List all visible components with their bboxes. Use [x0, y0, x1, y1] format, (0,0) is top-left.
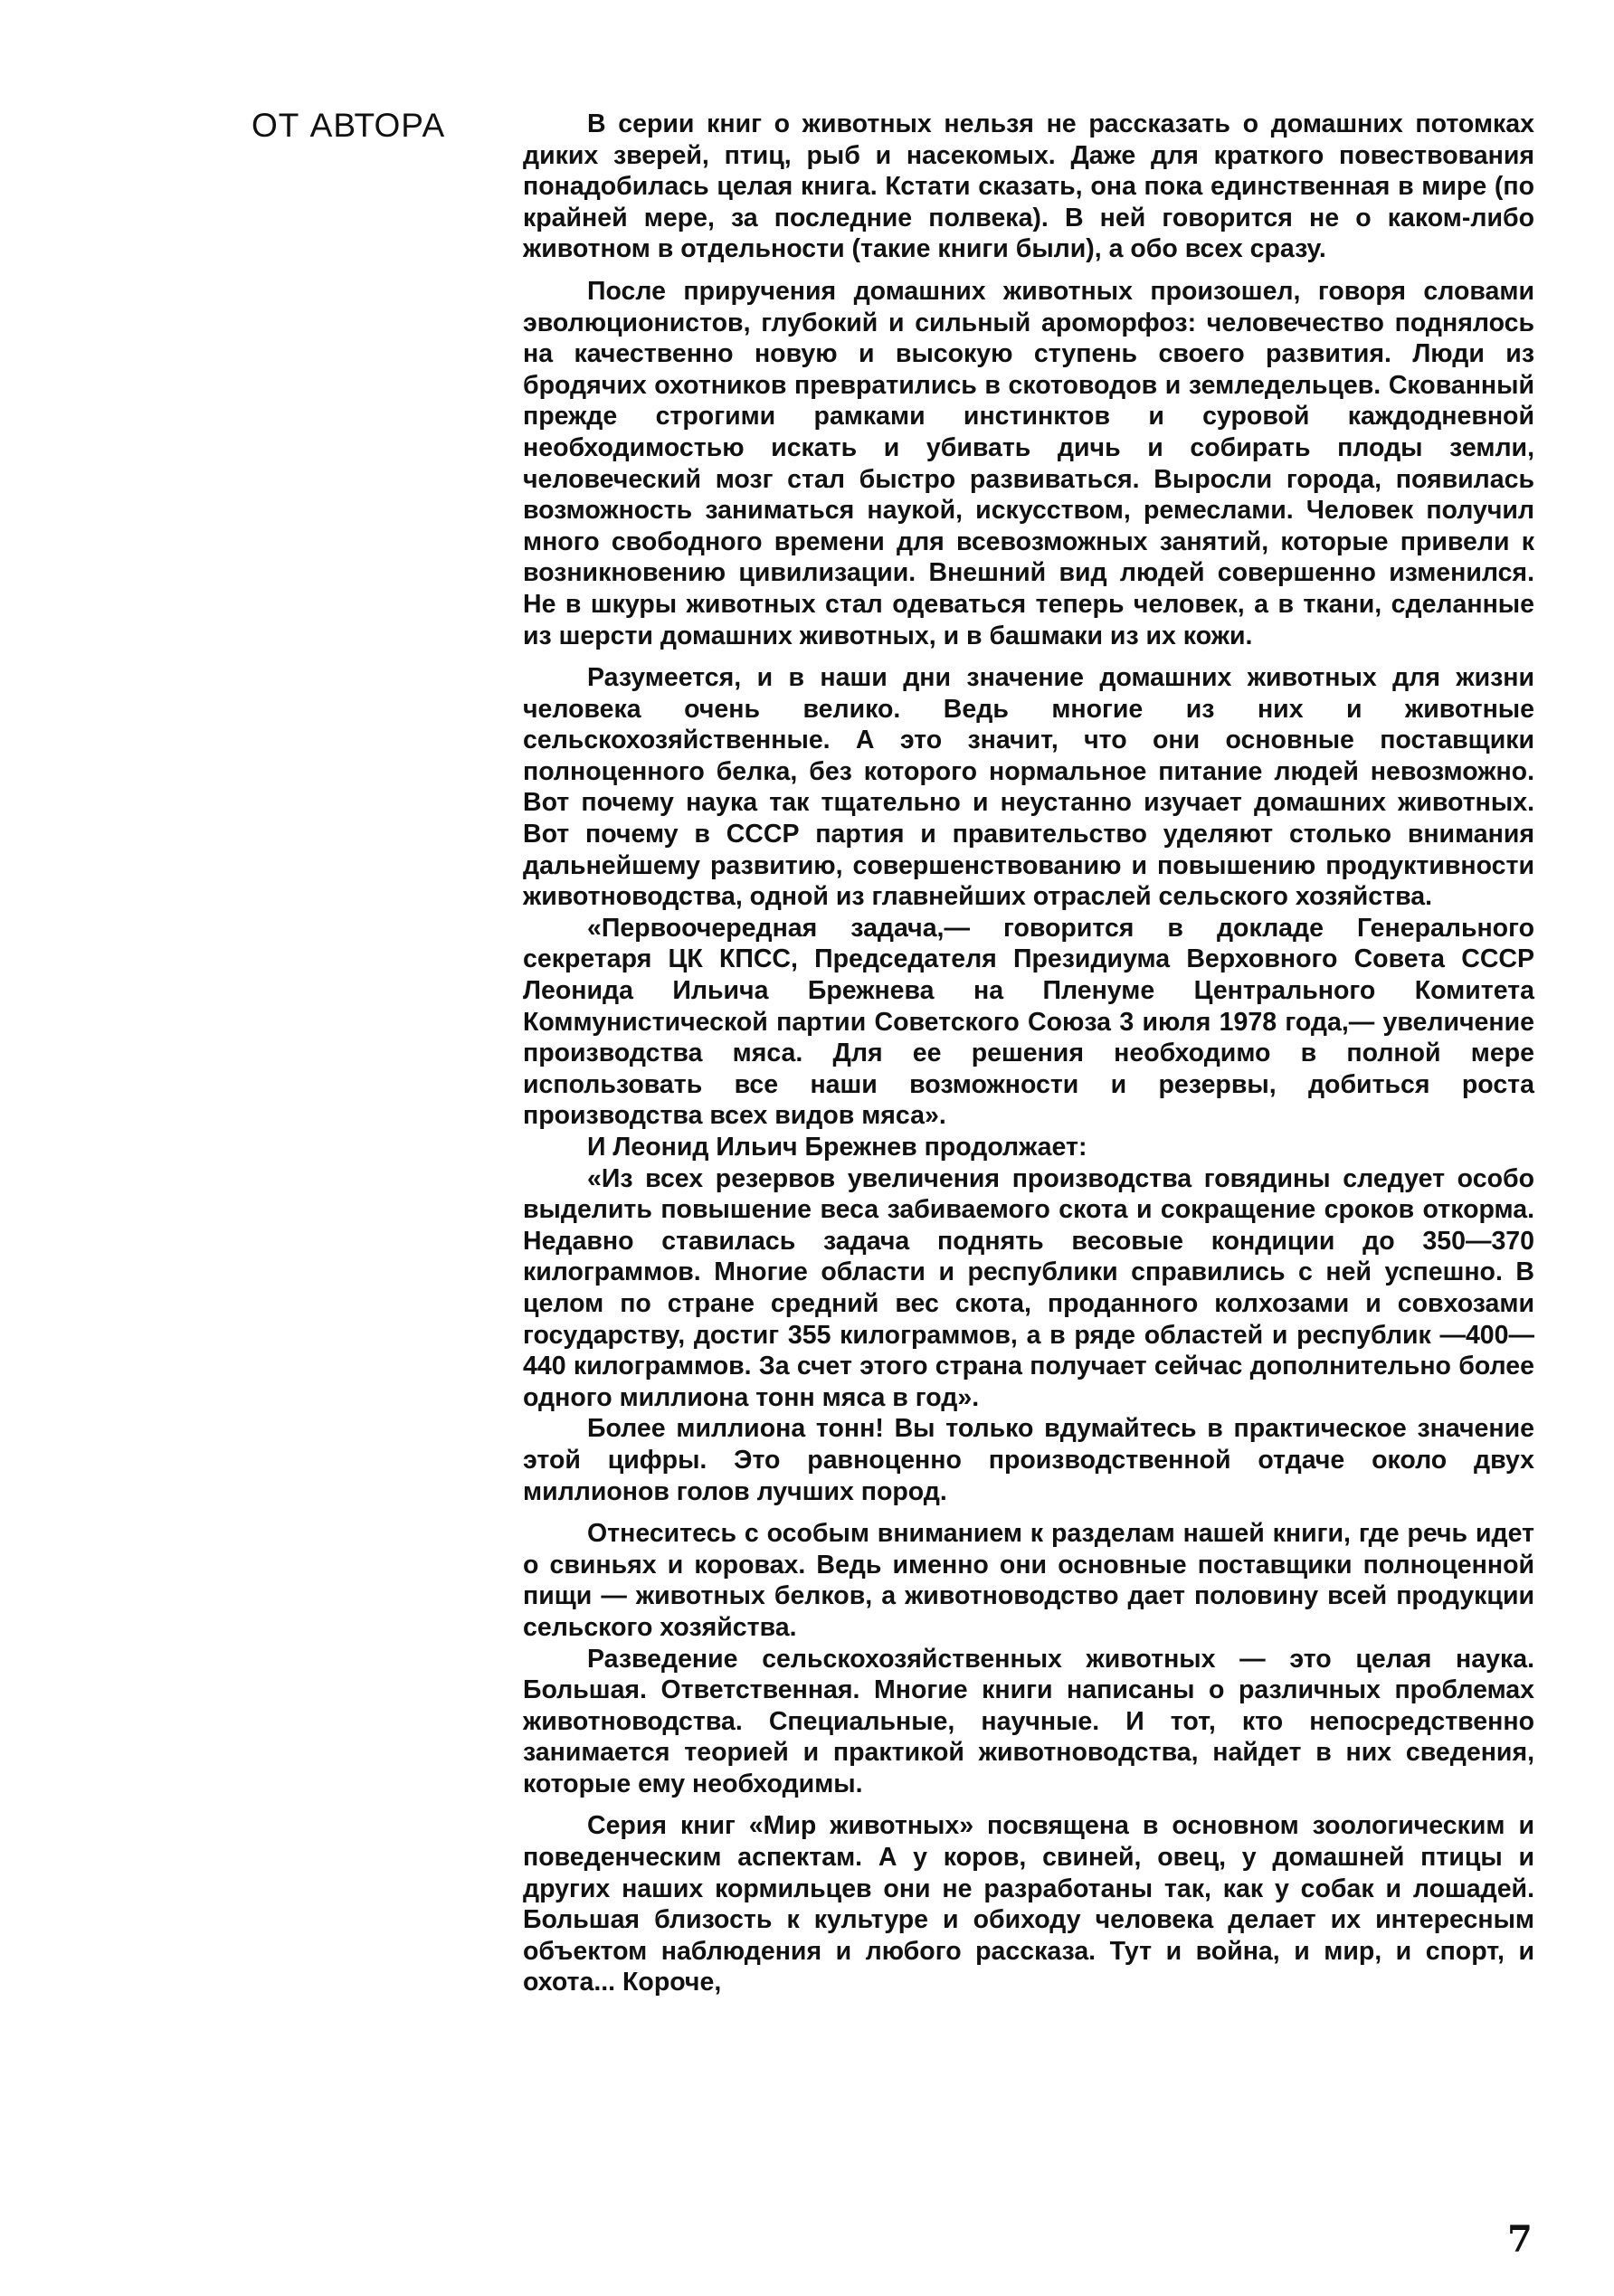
paragraph-domestication: После приручения домашних животных произошел, говоря словами эволюционистов, глубокий и сильный ароморфоз: человечество поднялось на качественно новую и высокую ступень своего развития. Люди из бродячих охотников превратились в скотоводов и земледельцев. Скованный прежде строгими рамками инстинктов и суровой каждодневной необходимостью искать и убивать дичь и собирать плоды земли, человеческий мозг стал быстро развиваться. Выросли города, появилась возможность заниматься наукой, искусством, ремеслами. Человек получил много свободного времени для всевозможных занятий, которые привели к возникновению цивилизации. Внешний вид людей совершенно изменился. Не в шкуры животных стал одеваться теперь человек, а в ткани, сделанные из шерсти домашних животных, и в башмаки из их кожи.: [523, 276, 1534, 650]
paragraph-intro: В серии книг о животных нельзя не рассказать о домашних потомках диких зверей, птиц, рыб и насекомых. Даже для краткого повествования понадобилась целая книга. Кстати сказать, она пока единственная в мире (по крайней мере, за последние полвека). В ней говорится не о каком-либо животном в отдельности (такие книги были), а обо всех сразу.: [523, 109, 1534, 264]
paragraph-breeding: Разведение сельскохозяйственных животных — это целая наука. Большая. Ответственная. Многие книги написаны о различных проблемах животноводства. Специальные, научные. И тот, кто непосредственно занимается теорией и практикой животноводства, найдет в них сведения, которые ему необходимы.: [523, 1644, 1534, 1798]
body-text: [523, 109, 1534, 1998]
paragraph-series: Серия книг «Мир животных» посвящена в основном зоологическим и поведенческим аспектам. А у коров, свиней, овец, у домашней птицы и других наших кормильцев они не разработаны так, как у собак и лошадей. Большая близость к культуре и обиходу человека делает их интересным объектом наблюдения и любого рассказа. Тут и война, и мир, и спорт, и охота... Короче,: [523, 1811, 1534, 1997]
section-heading: ОТ АВТОРА: [252, 107, 446, 144]
paragraph-quote-2: «Из всех резервов увеличения производства говядины следует особо выделить повышение веса забиваемого скота и сокращение сроков откорма. Недавно ставилась задача поднять весовые кондиции до 350—370 килограммов. Многие области и республики справились с ней успешно. В целом по стране средний вес скота, проданного колхозами и совхозами государству, достиг 355 килограммов, а в ряде областей и республик —400—440 килограммов. За счет этого страна получает сейчас дополнительно более одного миллиона тонн мяса в год».: [523, 1163, 1534, 1412]
paragraph-continues: И Леонид Ильич Брежнев продолжает:: [587, 1133, 1087, 1162]
page-number: 7: [1507, 2218, 1533, 2261]
paragraph-importance: Разумеется, и в наши дни значение домашних животных для жизни человека очень велико. Ведь многие из них и животные сельскохозяйственные. А это значит, что они основные поставщики полноценного белка, без которого нормальное питание людей невозможно. Вот почему наука так тщательно и неустанно изучает домашних животных. Вот почему в СССР партия и правительство уделяют столько внимания дальнейшему развитию, совершенствованию и повышению продуктивности животноводства, одной из главнейших отраслей сельского хозяйства.: [523, 663, 1534, 912]
paragraph-quote-1: «Первоочередная задача,— говорится в докладе Генерального секретаря ЦК КПСС, Председателя Президиума Верховного Совета СССР Леонида Ильича Брежнева на Пленуме Центрального Комитета Коммунистической партии Советского Союза 3 июля 1978 года,— увеличение производства мяса. Для ее решения необходимо в полной мере использовать все наши возможности и резервы, добиться роста производства всех видов мяса».: [523, 913, 1534, 1131]
paragraph-pigs-cows: Отнеситесь с особым вниманием к разделам нашей книги, где речь идет о свиньях и коровах. Ведь именно они основные поставщики полноценной пищи — животных белков, а животноводство дает половину всей продукции сельского хозяйства.: [523, 1519, 1534, 1642]
paragraph-million-tons: Более миллиона тонн! Вы только вдумайтесь в практическое значение этой цифры. Это равноценно производственной отдаче около двух миллионов голов лучших пород.: [523, 1414, 1534, 1506]
